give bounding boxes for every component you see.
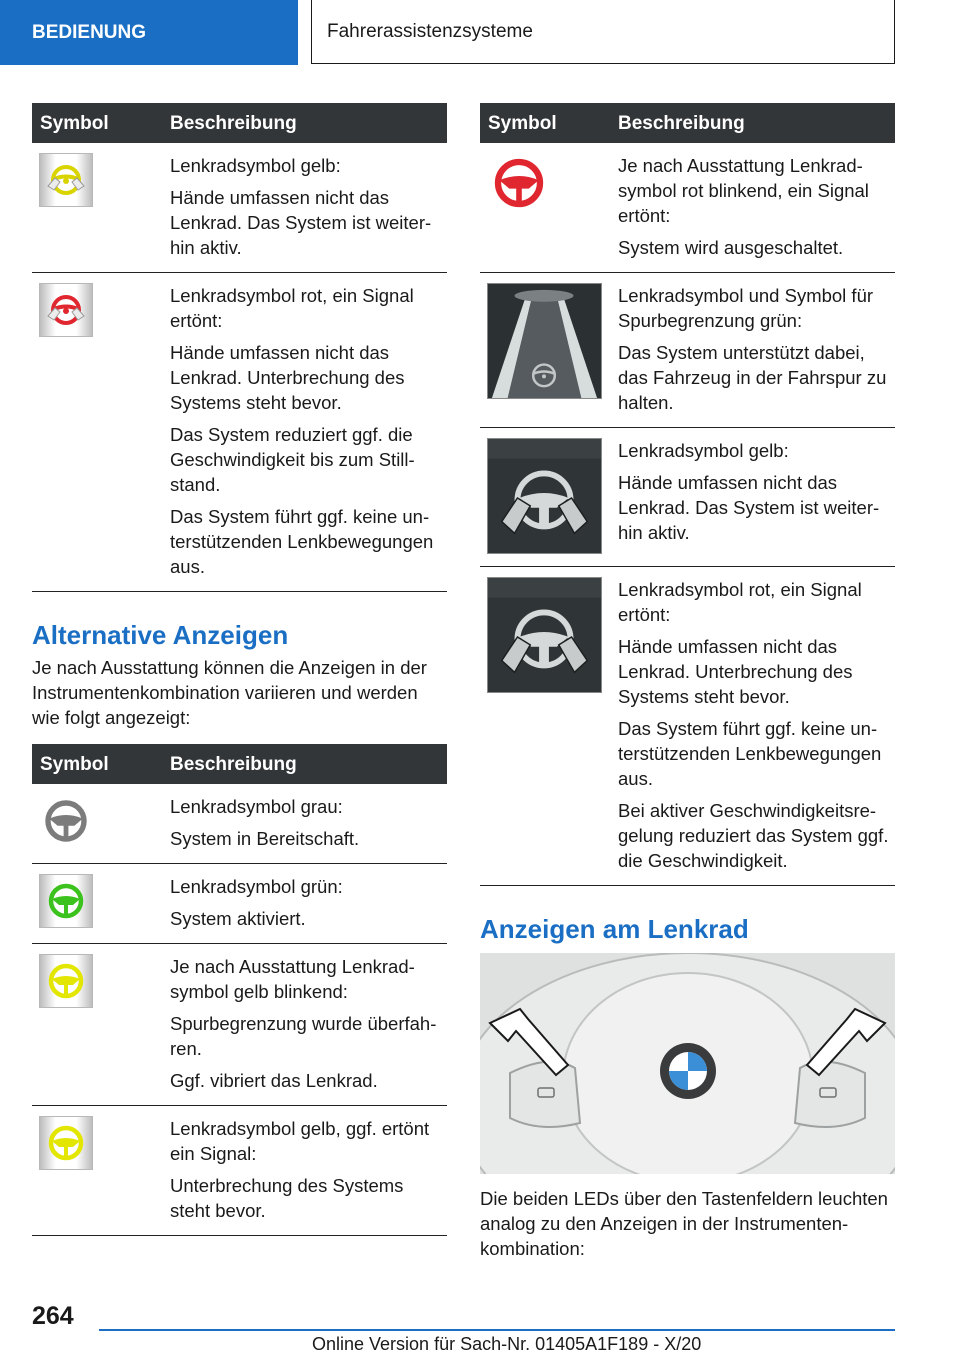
row-text: Lenkradsymbol rot, ein Signal ertönt: bbox=[618, 579, 862, 625]
symbol-table-3 bbox=[480, 103, 895, 886]
steering-wheel-photo bbox=[480, 953, 895, 1174]
chapter-title: Fahrerassistenzsysteme bbox=[327, 20, 533, 42]
row-text: Lenkradsymbol gelb, ggf. ertönt ein Signal: bbox=[170, 1118, 430, 1164]
row-text: Lenkradsymbol grün: bbox=[170, 876, 343, 897]
row-text: Je nach Ausstattung Lenkradsymbol gelb blinkend: bbox=[170, 956, 415, 1002]
row-text: Hände umfassen nicht das Lenkrad. Unterbrechung des Systems steht bevor. bbox=[170, 342, 405, 413]
steering-wheel-yellow-hands-icon bbox=[39, 153, 93, 207]
row-text: System aktiviert. bbox=[170, 908, 306, 929]
table-row bbox=[32, 944, 447, 1106]
hands-on-wheel-display-icon bbox=[487, 438, 602, 554]
row-text: System wird ausgeschaltet. bbox=[618, 237, 844, 258]
steering-wheel-red-icon bbox=[489, 153, 549, 213]
hands-on-wheel-display-icon bbox=[487, 577, 602, 693]
row-text: Lenkradsymbol gelb: bbox=[618, 440, 789, 461]
page-number: 264 bbox=[32, 1302, 74, 1330]
chapter-header bbox=[311, 0, 895, 64]
table-row bbox=[480, 273, 895, 428]
col-symbol: Symbol bbox=[32, 744, 170, 784]
row-text: Das System reduziert ggf. die Geschwindigkeit bis zum Stillstand. bbox=[170, 424, 415, 495]
table-row bbox=[32, 864, 447, 944]
right-column bbox=[480, 103, 895, 1275]
row-text: Das System unterstützt dabei, das Fahrzeug in der Fahrspur zu halten. bbox=[618, 342, 887, 413]
steering-wheel-red-hands-icon bbox=[39, 283, 93, 337]
row-text: Lenkradsymbol gelb: bbox=[170, 155, 341, 176]
table-row bbox=[32, 784, 447, 864]
col-description: Beschreibung bbox=[618, 103, 895, 143]
col-symbol: Symbol bbox=[32, 103, 170, 143]
steering-wheel-grey-icon bbox=[39, 794, 93, 848]
row-text: Lenkradsymbol und Symbol für Spurbegrenzung grün: bbox=[618, 285, 874, 331]
row-text: Lenkradsymbol grau: bbox=[170, 796, 343, 817]
row-text: Bei aktiver Geschwindigkeitsregelung reduziert das System ggf. die Geschwindigkeit. bbox=[618, 800, 889, 871]
table-row bbox=[480, 143, 895, 273]
section-title: BEDIENUNG bbox=[32, 21, 147, 43]
row-text: Hände umfassen nicht das Lenkrad. Unterbrechung des Systems steht bevor. bbox=[618, 636, 853, 707]
table-header bbox=[480, 103, 895, 143]
symbol-table-1 bbox=[32, 103, 447, 592]
wheel-caption: Die beiden LEDs über den Tastenfeldern leuchten analog zu den Anzeigen in der Instrumentenkombination: bbox=[480, 1188, 888, 1259]
row-text: Ggf. vibriert das Lenkrad. bbox=[170, 1070, 378, 1091]
steering-wheel-green-icon bbox=[39, 874, 93, 928]
steering-wheel-yellow-icon bbox=[39, 954, 93, 1008]
left-column bbox=[32, 103, 447, 1236]
table-row bbox=[480, 428, 895, 567]
col-description: Beschreibung bbox=[170, 744, 447, 784]
section-heading-alternative: Alternative Anzeigen bbox=[32, 620, 289, 650]
row-text: Hände umfassen nicht das Lenkrad. Das System ist weiterhin aktiv. bbox=[618, 472, 880, 543]
table-row bbox=[32, 1106, 447, 1236]
section-intro: Je nach Ausstattung können die Anzeigen in der Instrumentenkombination variieren und werden wie folgt angezeigt: bbox=[32, 657, 427, 728]
col-description: Beschreibung bbox=[170, 103, 447, 143]
table-row bbox=[32, 273, 447, 592]
row-text: Das System führt ggf. keine unterstützenden Lenkbewegungen aus. bbox=[170, 506, 434, 577]
row-text: System in Bereitschaft. bbox=[170, 828, 360, 849]
steering-wheel-yellow-icon bbox=[39, 1116, 93, 1170]
footer-text: Online Version für Sach-Nr. 01405A1F189 - X/20 bbox=[312, 1334, 702, 1354]
col-symbol: Symbol bbox=[480, 103, 618, 143]
row-text: Hände umfassen nicht das Lenkrad. Das System ist weiterhin aktiv. bbox=[170, 187, 432, 258]
section-heading-wheel: Anzeigen am Lenkrad bbox=[480, 914, 749, 944]
row-text: Spurbegrenzung wurde überfahren. bbox=[170, 1013, 437, 1059]
table-row bbox=[32, 143, 447, 273]
row-text: Das System führt ggf. keine unterstützenden Lenkbewegungen aus. bbox=[618, 718, 882, 789]
lane-steering-display-icon bbox=[487, 283, 602, 399]
row-text: Je nach Ausstattung Lenkradsymbol rot blinkend, ein Signal ertönt: bbox=[618, 155, 869, 226]
row-text: Unterbrechung des Systems steht bevor. bbox=[170, 1175, 404, 1221]
table-header bbox=[32, 103, 447, 143]
table-header bbox=[32, 744, 447, 784]
symbol-table-2 bbox=[32, 744, 447, 1236]
row-text: Lenkradsymbol rot, ein Signal ertönt: bbox=[170, 285, 414, 331]
table-row bbox=[480, 567, 895, 886]
footer-divider bbox=[99, 1329, 895, 1331]
section-tab bbox=[0, 0, 298, 65]
